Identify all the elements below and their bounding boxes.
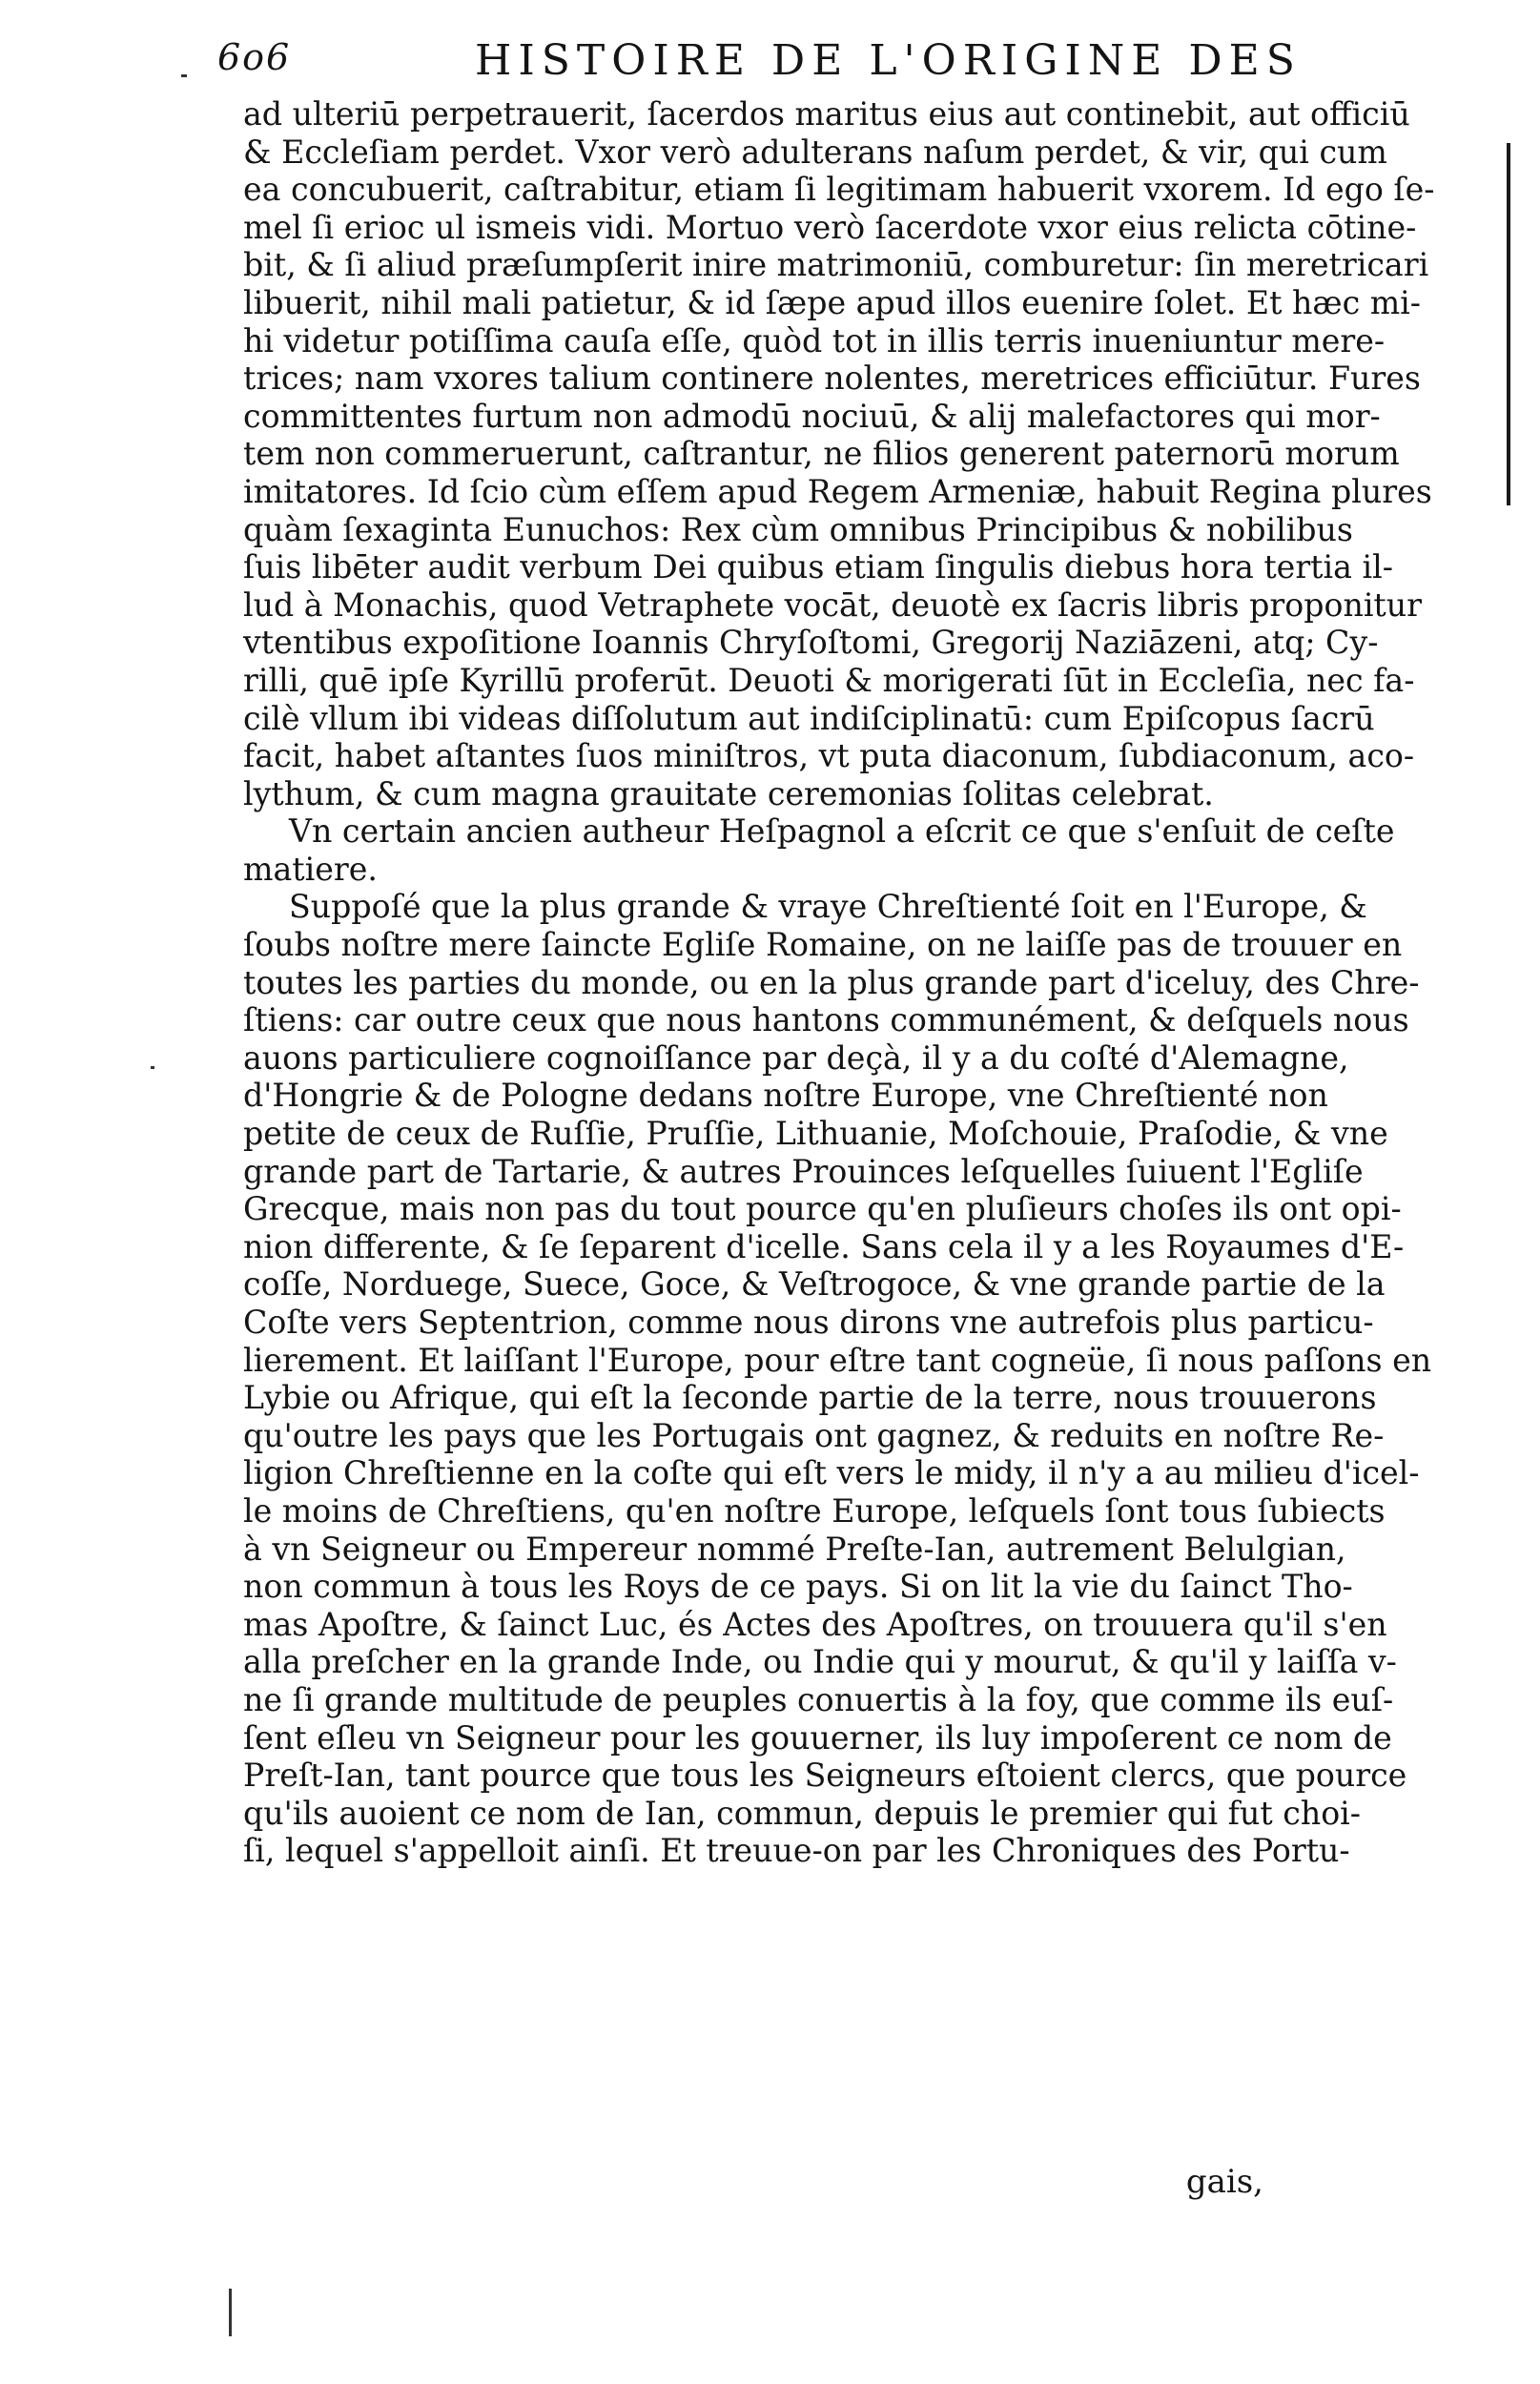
text-line: lud à Monachis, quod Vetraphete vocāt, deuotè ex ſacris libris proponitur (243, 586, 1423, 624)
text-line: facit, habet aſtantes ſuos miniſtros, vt puta diaconum, ſubdiaconum, aco- (243, 737, 1415, 775)
margin-rule (1507, 143, 1510, 505)
text-line: ſoubs noſtre mere ſaincte Egliſe Romaine, on ne laiſſe pas de trouuer en (243, 926, 1403, 964)
text-line: à vn Seigneur ou Empereur nommé Preſte-Ian, autrement Belulgian, (243, 1530, 1346, 1568)
text-line: auons particuliere cognoiſſance par deçà, il y a du coſté d'Alemagne, (243, 1038, 1349, 1077)
text-line: bit, & ſi aliud præſumpſerit inire matrimoniū, comburetur: ſin meretricari (243, 246, 1429, 284)
text-line: ſuis libēter audit verbum Dei quibus etiam ſingulis diebus hora tertia il- (243, 548, 1393, 586)
text-line: cilè vllum ibi videas diſſolutum aut indiſciplinatū: cum Epiſcopus ſacrū (243, 699, 1375, 737)
text-line: le moins de Chreſtiens, qu'en noſtre Europe, leſquels ſont tous ſubiects (243, 1491, 1386, 1530)
text-line: ad ulteriū perpetrauerit, ſacerdos maritus eius aut continebit, aut officiū (243, 95, 1410, 133)
text-line: Lybie ou Afrique, qui eſt la ſeconde partie de la terre, nous trouuerons (243, 1379, 1377, 1417)
text-line: ligion Chreſtienne en la coſte qui eſt vers le midy, il n'y a au milieu d'icel- (243, 1454, 1420, 1492)
page-number: 6o6 (217, 36, 292, 78)
text-line: qu'ils auoient ce nom de Ian, commun, depuis le premier qui fut choi- (243, 1794, 1361, 1832)
text-line: mas Apoſtre, & ſainct Luc, és Actes des Apoſtres, on trouuera qu'il s'en (243, 1605, 1387, 1643)
page-header (217, 36, 1302, 93)
text-line: toutes les parties du monde, ou en la plus grande part d'iceluy, des Chre- (243, 963, 1420, 1001)
french-intro-paragraph (243, 812, 1395, 888)
text-line: Coſte vers Septentrion, comme nous dirons vne autrefois plus particu- (243, 1304, 1374, 1341)
text-line: ſtiens: car outre ceux que nous hantons communément, & deſquels nous (243, 1001, 1409, 1039)
text-line: ſi, lequel s'appelloit ainſi. Et treuue-on par les Chroniques des Portu- (243, 1832, 1350, 1870)
text-line: Suppoſé que la plus grande & vraye Chreſtienté ſoit en l'Europe, & (289, 888, 1367, 926)
margin-tick (181, 74, 187, 77)
text-line: ſent eſleu vn Seigneur pour les gouuerner, ils luy impoſerent ce nom de (243, 1718, 1392, 1757)
text-line: libuerit, nihil mali patietur, & id ſæpe apud illos euenire ſolet. Et hæc mi- (243, 283, 1422, 321)
text-line: Vn certain ancien autheur Heſpagnol a eſcrit ce que s'enſuit de ceſte (289, 812, 1395, 851)
text-line: d'Hongrie & de Pologne dedans noſtre Europe, vne Chreſtienté non (243, 1077, 1328, 1115)
french-passage (243, 812, 1432, 1870)
text-line: committentes furtum non admodū nociuū, & alij malefactores qui mor- (243, 397, 1381, 435)
text-line: imitatores. Id ſcio cùm eſſem apud Regem Armeniæ, habuit Regina plures (243, 472, 1432, 510)
margin-tick (151, 1066, 154, 1069)
text-line: lythum, & cum magna grauitate ceremonias ſolitas celebrat. (243, 774, 1214, 812)
main-text-block (243, 95, 1435, 1870)
french-paragraph (243, 888, 1432, 1870)
text-line: non commun à tous les Roys de ce pays. Si on lit la vie du ſainct Tho- (243, 1568, 1353, 1606)
text-line: ne ſi grande multitude de peuples conuertis à la foy, que comme ils euſ- (243, 1680, 1394, 1718)
text-line: lierement. Et laiſſant l'Europe, pour eſtre tant cogneüe, ſi nous paſſons en (243, 1341, 1432, 1379)
text-line: ea concubuerit, caſtrabitur, etiam ſi legitimam habuerit vxorem. Id ego ſe- (243, 171, 1435, 209)
text-line: & Eccleſiam perdet. Vxor verò adulterans naſum perdet, & vir, qui cum (243, 133, 1387, 171)
text-line: vtentibus expoſitione Ioannis Chryſoſtomi, Gregorij Naziāzeni, atq; Cy- (243, 624, 1379, 662)
text-line: nion differente, & ſe ſeparent d'icelle. Sans cela il y a les Royaumes d'E- (243, 1227, 1405, 1265)
catchword: gais, (1185, 2163, 1263, 2201)
margin-tick (229, 2289, 232, 2336)
latin-passage (243, 95, 1435, 812)
text-line: trices; nam vxores talium continere nolentes, meretrices efficiūtur. Fures (243, 360, 1421, 398)
text-line: mel ſi erioc ul ismeis vidi. Mortuo verò ſacerdote vxor eius relicta cōtine- (243, 208, 1417, 246)
text-line: hi videtur potiſſima cauſa eſſe, quòd tot in illis terris inueniuntur mere- (243, 321, 1386, 360)
text-line: Preſt-Ian, tant pource que tous les Seigneurs eſtoient clercs, que pource (243, 1757, 1407, 1795)
text-line: alla preſcher en la grande Inde, ou Indie qui y mourut, & qu'il y laiſſa v- (243, 1643, 1397, 1681)
latin-paragraph (243, 95, 1435, 812)
running-title: HISTOIRE DE L'ORIGINE DES (475, 36, 1302, 85)
text-line: rilli, quē ipſe Kyrillū proferūt. Deuoti & morigerati ſūt in Eccleſia, nec fa- (243, 661, 1415, 699)
text-line: coſſe, Norduege, Suece, Goce, & Veſtrogoce, & vne grande partie de la (243, 1265, 1386, 1304)
text-line: Grecque, mais non pas du tout pource qu'en pluſieurs choſes ils ont opi- (243, 1190, 1402, 1228)
text-line: matiere. (243, 850, 378, 888)
text-line: quàm ſexaginta Eunuchos: Rex cùm omnibus Principibus & nobilibus (243, 510, 1353, 548)
text-line: petite de ceux de Ruſſie, Pruſſie, Lithuanie, Moſchouie, Praſodie, & vne (243, 1115, 1388, 1153)
text-line: tem non commeruerunt, caſtrantur, ne filios generent paternorū morum (243, 435, 1400, 473)
text-line: grande part de Tartarie, & autres Prouinces leſquelles ſuiuent l'Egliſe (243, 1152, 1364, 1190)
text-line: qu'outre les pays que les Portugais ont gagnez, & reduits en noſtre Re- (243, 1416, 1385, 1454)
